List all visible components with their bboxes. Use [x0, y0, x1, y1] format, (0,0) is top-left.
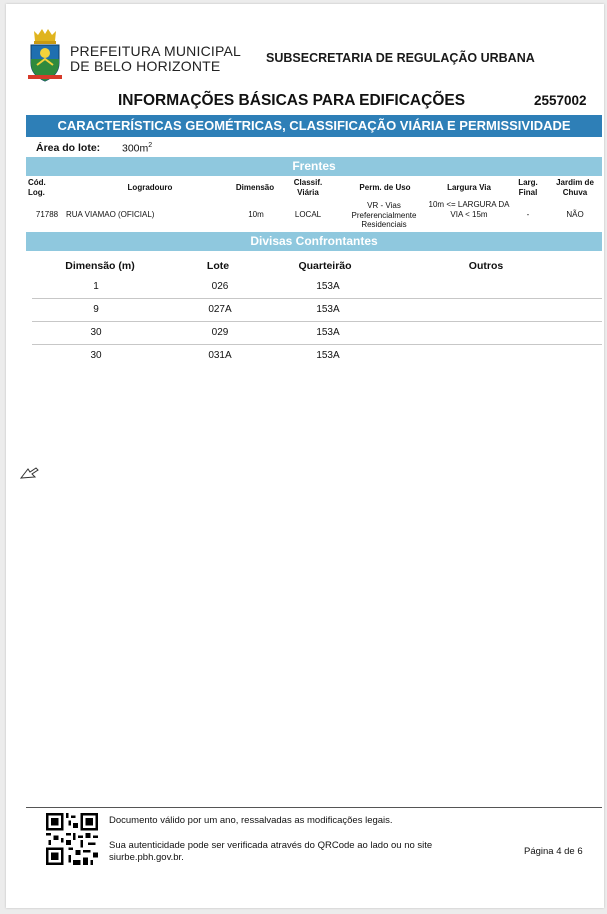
- frentes-header-perm: Perm. de Uso: [359, 183, 411, 192]
- area-label: Área do lote:: [36, 142, 101, 154]
- divisas-cell-dimensao: 1: [93, 281, 99, 292]
- org-name-line1: PREFEITURA MUNICIPAL: [70, 43, 241, 59]
- frentes-header-larg-final: Larg. Final: [518, 178, 538, 197]
- org-name-line2: DE BELO HORIZONTE: [70, 58, 221, 74]
- footer-authenticity-text: Sua autenticidade pode ser verificada através do QRCode ao lado ou no site siurbe.pbh.gov.br.: [109, 840, 433, 863]
- divisas-row: [32, 321, 602, 345]
- divisas-row: [32, 298, 602, 322]
- divisas-cell-lote: 029: [211, 327, 229, 338]
- divisas-cell-dimensao: 9: [93, 304, 99, 315]
- divisas-cell-quarteirao: 153A: [316, 327, 340, 338]
- frentes-cell-classif: LOCAL: [294, 210, 322, 219]
- divisas-cell-lote: 027A: [208, 304, 232, 315]
- qr-code[interactable]: [46, 813, 98, 865]
- divisas-cell-dimensao: 30: [90, 350, 102, 361]
- divisas-cell-dimensao: 30: [90, 327, 102, 338]
- frentes-header-largura: Largura Via: [447, 183, 491, 192]
- frentes-cell-logradouro: RUA VIAMAO (OFICIAL): [66, 210, 155, 219]
- frentes-header-cod: Cód. Log.: [28, 178, 46, 197]
- footer-validity-text: Documento válido por um ano, ressalvadas as modificações legais.: [109, 815, 393, 826]
- footer-divider: [26, 807, 602, 808]
- divisas-cell-quarteirao: 153A: [316, 281, 340, 292]
- pointer-cursor-icon: [20, 466, 40, 480]
- divisas-cell-quarteirao: 153A: [316, 304, 340, 315]
- divisas-row: [32, 344, 602, 367]
- frentes-band: Frentes: [26, 157, 602, 176]
- frentes-header-logradouro: Logradouro: [127, 183, 173, 192]
- frentes-header-classif: Classif. Viária: [293, 178, 323, 197]
- frentes-cell-perm: VR - Vias Preferencialmente Residenciais: [351, 201, 417, 229]
- document-page: [6, 4, 604, 908]
- divisas-row: [32, 275, 602, 299]
- subsecretaria-title: SUBSECRETARIA DE REGULAÇÃO URBANA: [266, 51, 535, 65]
- divisas-header-lote: Lote: [206, 260, 230, 272]
- area-unit-superscript: 2: [148, 142, 153, 149]
- page-number: Página 4 de 6: [524, 846, 583, 857]
- document-title: INFORMAÇÕES BÁSICAS PARA EDIFICAÇÕES: [118, 92, 466, 109]
- frentes-cell-jardim: NÃO: [566, 210, 584, 219]
- divisas-cell-lote: 026: [211, 281, 229, 292]
- area-value: [122, 142, 152, 155]
- frentes-cell-cod: 71788: [35, 210, 59, 219]
- divisas-header-quarteirao: Quarteirão: [298, 260, 352, 272]
- divisas-header-outros: Outros: [468, 260, 504, 272]
- divisas-header-dimensao: Dimensão (m): [65, 260, 135, 272]
- divisas-band: Divisas Confrontantes: [26, 232, 602, 251]
- frentes-cell-largura: 10m <= LARGURA DA VIA < 15m: [428, 200, 510, 219]
- org-name: [70, 44, 241, 74]
- frentes-cell-larg-final: -: [526, 210, 530, 219]
- section-title-band: CARACTERÍSTICAS GEOMÉTRICAS, CLASSIFICAÇÃO VIÁRIA E PERMISSIVIDADE: [26, 115, 602, 137]
- city-coat-of-arms-logo: [28, 29, 62, 83]
- frentes-cell-dimensao: 10m: [248, 210, 264, 219]
- area-value-number: 300m: [122, 142, 149, 155]
- frentes-header-dimensao: Dimensão: [235, 183, 275, 192]
- divisas-cell-quarteirao: 153A: [316, 350, 340, 361]
- frentes-header-jardim: Jardim de Chuva: [556, 178, 594, 197]
- document-number: 2557002: [534, 93, 587, 108]
- divisas-cell-lote: 031A: [208, 350, 232, 361]
